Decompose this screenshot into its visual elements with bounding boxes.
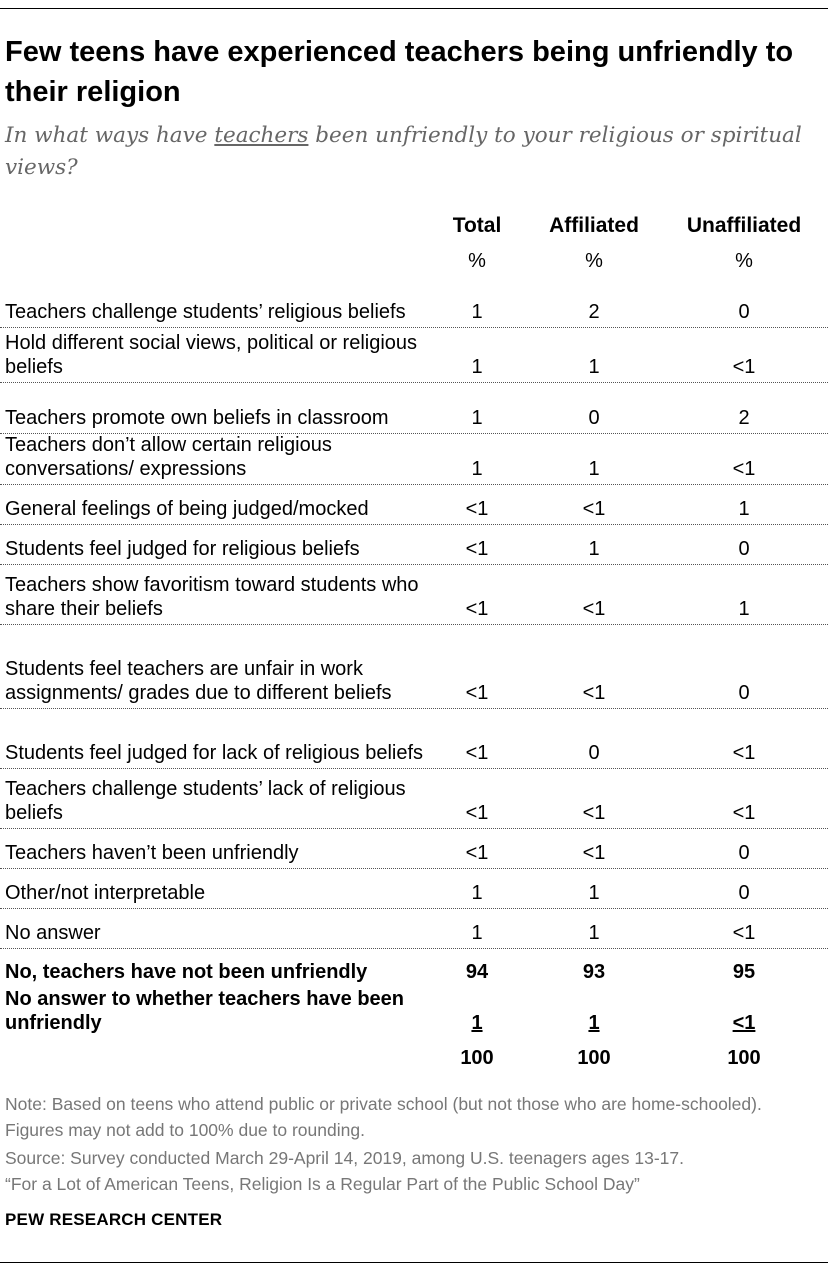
cell-affiliated: <1 (582, 682, 606, 704)
cell-total: <1 (465, 842, 489, 864)
cell-affiliated: 93 (582, 961, 606, 983)
table-row (0, 988, 828, 1038)
cell-total: 1 (471, 301, 483, 323)
cell-unaffiliated: <1 (732, 458, 756, 480)
cell-total: 94 (465, 961, 489, 983)
row-label: Hold different social views, political or religious beliefs (5, 332, 418, 378)
row-label: No answer to whether teachers have been unfriendly (5, 988, 405, 1034)
table-row (0, 276, 828, 328)
row-label: Teachers promote own beliefs in classroom (5, 407, 389, 429)
cell-unaffiliated: 0 (738, 842, 750, 864)
table-row (0, 713, 828, 769)
table-row (0, 833, 828, 869)
row-label: Teachers challenge students’ lack of religious beliefs (5, 778, 406, 824)
table-row (0, 568, 828, 625)
cell-affiliated: 1 (588, 1012, 600, 1034)
cell-unaffiliated: 1 (738, 498, 750, 520)
cell-total: <1 (465, 742, 489, 764)
cell-total: 1 (471, 922, 483, 944)
cell-total: 1 (471, 882, 483, 904)
cell-affiliated: 1 (588, 356, 600, 378)
table-row (0, 873, 828, 909)
column-header-affiliated: Affiliated (549, 214, 639, 237)
cell-total: <1 (465, 682, 489, 704)
cell-affiliated: 1 (588, 458, 600, 480)
cell-affiliated: <1 (582, 802, 606, 824)
row-label: Teachers challenge students’ religious beliefs (5, 301, 406, 323)
subtitle-after: been unfriendly to your religious or spiritual views? (5, 123, 802, 180)
cell-unaffiliated: <1 (732, 1012, 756, 1034)
table-row (0, 527, 828, 565)
total-cell-affiliated: 100 (577, 1047, 611, 1069)
table-row (0, 952, 828, 987)
cell-unaffiliated: 0 (738, 882, 750, 904)
total-cell-unaffiliated: 100 (727, 1047, 761, 1069)
cell-total: <1 (465, 498, 489, 520)
page-title: Few teens have experienced teachers being unfriendly to their religion (5, 36, 794, 108)
cell-unaffiliated: 0 (738, 301, 750, 323)
table-row (0, 436, 828, 485)
row-label: Students feel judged for lack of religious beliefs (5, 742, 424, 764)
cell-affiliated: 0 (588, 407, 600, 429)
cell-unaffiliated: <1 (732, 356, 756, 378)
cell-unaffiliated: <1 (732, 742, 756, 764)
subtitle-before: In what ways have (5, 123, 215, 148)
cell-unaffiliated: 2 (738, 407, 750, 429)
unit-unaffiliated: % (735, 250, 753, 272)
table-row (0, 385, 828, 434)
row-label: Students feel judged for religious beliefs (5, 538, 360, 560)
unit-total: % (468, 250, 486, 272)
table-row (0, 487, 828, 525)
bottom-rule (0, 1262, 828, 1263)
column-header-unaffiliated: Unaffiliated (686, 214, 802, 237)
cell-total: <1 (465, 802, 489, 824)
cell-total: <1 (465, 598, 489, 620)
column-header-total: Total (452, 214, 502, 237)
table-row (0, 773, 828, 829)
cell-unaffiliated: <1 (732, 802, 756, 824)
row-label: Teachers haven’t been unfriendly (5, 842, 299, 864)
cell-total: 1 (471, 458, 483, 480)
brand-logo-text: PEW RESEARCH CENTER (5, 1210, 223, 1229)
cell-affiliated: 2 (588, 301, 600, 323)
row-label: Teachers show favoritism toward students who share their beliefs (5, 574, 419, 620)
top-rule (0, 8, 828, 9)
chart-subtitle (5, 120, 820, 184)
cell-unaffiliated: 0 (738, 538, 750, 560)
row-label: General feelings of being judged/mocked (5, 498, 369, 520)
totals-row (0, 1041, 828, 1073)
cell-total: 1 (471, 407, 483, 429)
row-label: No, teachers have not been unfriendly (5, 961, 368, 983)
cell-affiliated: <1 (582, 598, 606, 620)
cell-affiliated: 1 (588, 882, 600, 904)
cell-unaffiliated: <1 (732, 922, 756, 944)
table-row (0, 913, 828, 949)
subtitle-emphasis: teachers (214, 123, 309, 148)
cell-total: 1 (471, 356, 483, 378)
table-row (0, 330, 828, 383)
row-label: Other/not interpretable (5, 882, 206, 904)
cell-total: 1 (471, 1012, 483, 1034)
row-label: No answer (5, 922, 101, 944)
unit-affiliated: % (585, 250, 603, 272)
cell-affiliated: 1 (588, 538, 600, 560)
note-text: Note: Based on teens who attend public or private school (but not those who are home-schooled). Figures may not add to 100% due to rounding. (5, 1094, 762, 1140)
cell-affiliated: 0 (588, 742, 600, 764)
row-label: Teachers don’t allow certain religious conversations/ expressions (5, 434, 332, 480)
report-title-text: “For a Lot of American Teens, Religion Is a Regular Part of the Public School Day” (5, 1174, 640, 1194)
cell-affiliated: <1 (582, 498, 606, 520)
source-text: Source: Survey conducted March 29-April 14, 2019, among U.S. teenagers ages 13-17. (5, 1148, 685, 1168)
cell-unaffiliated: 95 (732, 961, 756, 983)
row-label: Students feel teachers are unfair in work assignments/ grades due to different beliefs (5, 658, 392, 704)
table-row (0, 628, 828, 709)
cell-unaffiliated: 0 (738, 682, 750, 704)
total-cell-total: 100 (460, 1047, 494, 1069)
cell-unaffiliated: 1 (738, 598, 750, 620)
cell-affiliated: 1 (588, 922, 600, 944)
cell-total: <1 (465, 538, 489, 560)
cell-affiliated: <1 (582, 842, 606, 864)
